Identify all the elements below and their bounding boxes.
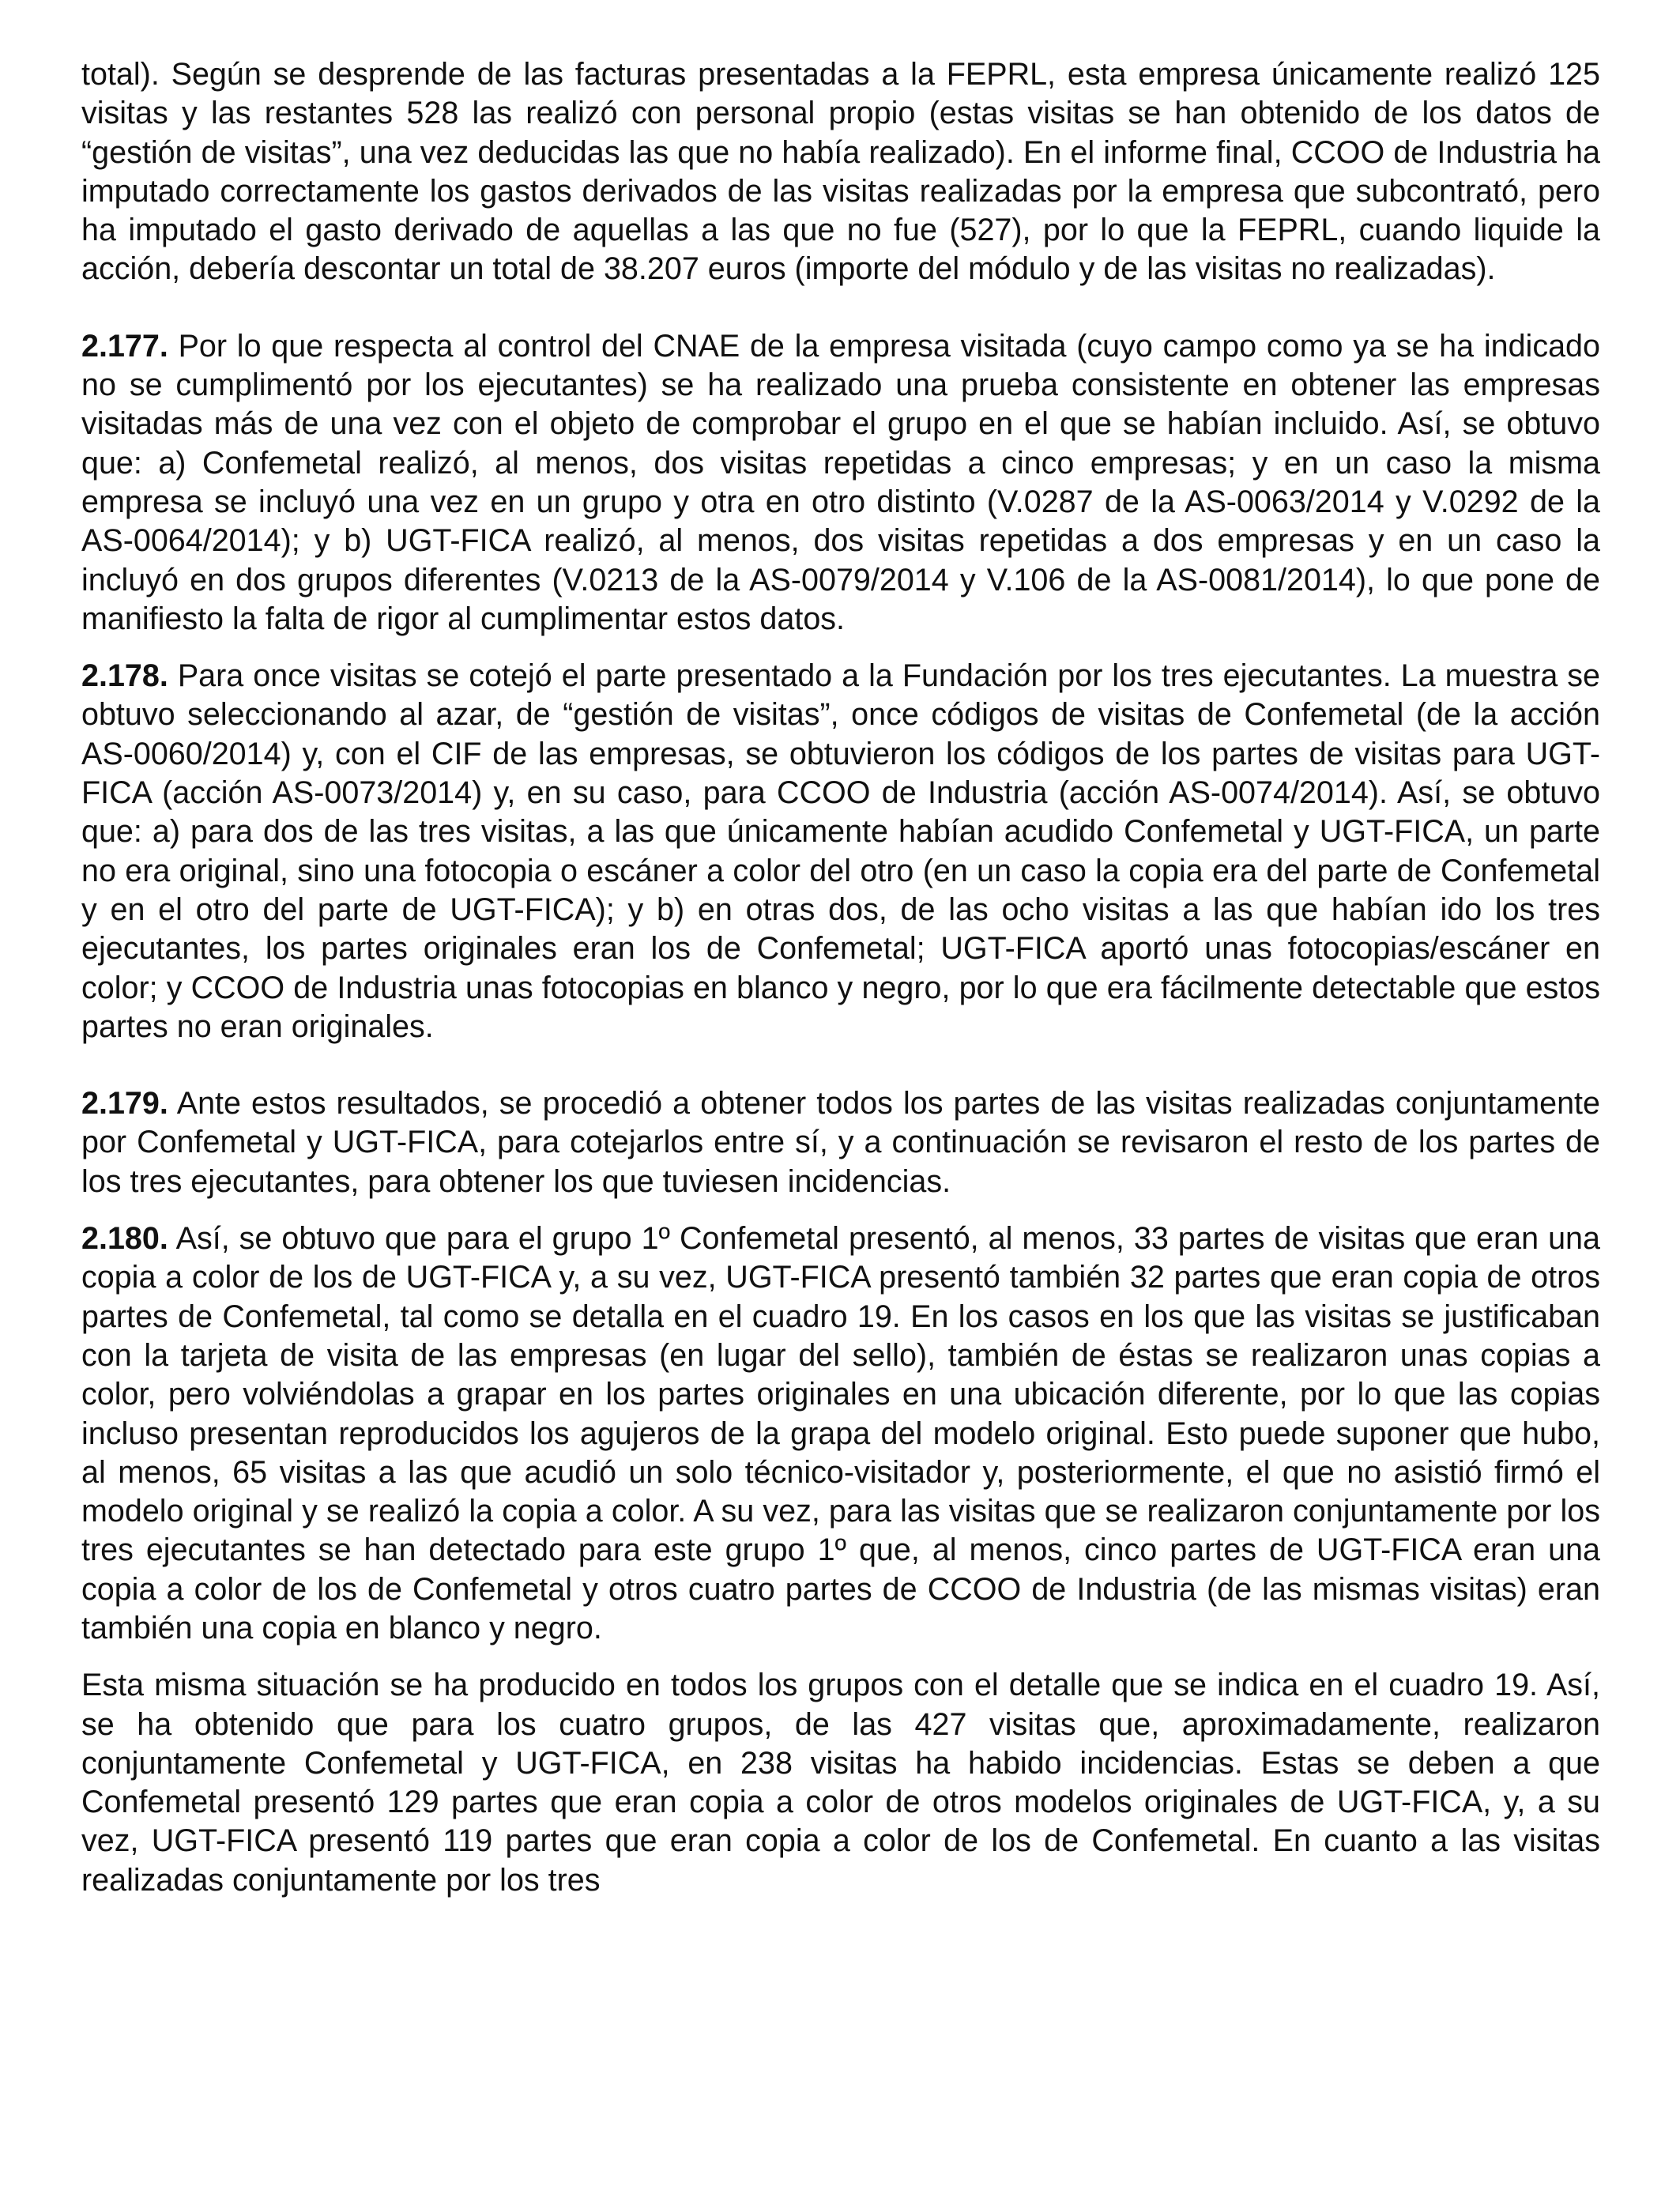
paragraph-text: Esta misma situación se ha producido en todos los grupos con el detalle que se indica en el cuadro 19. Así, se ha obtenido que para los cuatro grupos, de las 427 visitas que, aproximadamente, realizaron conjuntamente Confemetal y UGT-FICA, en 238 visitas ha habido incidencias. Estas se deben a que Confemetal presentó 129 partes que eran copia a color de otros modelos originales de UGT-FICA, y, a su vez, UGT-FICA presentó 119 partes que eran copia a color de los de Confemetal. En cuanto a las visitas realizadas conjuntamente por los tres xyxy=(81,1668,1600,1898)
paragraph-text: Así, se obtuvo que para el grupo 1º Confemetal presentó, al menos, 33 partes de visitas que eran una copia a color de los de UGT-FICA y, a su vez, UGT-FICA presentó también 32 partes que eran copia de otros partes de Confemetal, tal como se detalla en el cuadro 19. En los casos en los que las visitas se justificaban con la tarjeta de visita de las empresas (en lugar del sello), también de éstas se realizaron unas copias a color, pero volviéndolas a grapar en los partes originales en una ubicación diferente, por lo que las copias incluso presentan reproducidos los agujeros de la grapa del modelo original. Esto puede suponer que hubo, al menos, 65 visitas a las que acudió un solo técnico-visitador y, posteriormente, el que no asistió firmó el modelo original y se realizó la copia a color. A su vez, para las visitas que se realizaron conjuntamente por los tres ejecutantes se han detectado para este grupo 1º que, al menos, cinco partes de UGT-FICA eran una copia a color de los de Confemetal y otros cuatro partes de CCOO de Industria (de las mismas visitas) eran también una copia en blanco y negro. xyxy=(81,1221,1600,1646)
paragraph-final xyxy=(81,1666,1600,1900)
paragraph-2-177 xyxy=(81,327,1600,639)
paragraph-2-178 xyxy=(81,657,1600,1046)
paragraph-continuation xyxy=(81,55,1600,289)
document-page xyxy=(81,55,1600,1900)
paragraph-number: 2.179. xyxy=(81,1086,168,1122)
paragraph-text: Ante estos resultados, se procedió a obtener todos los partes de las visitas realizadas conjuntamente por Confemetal y UGT-FICA, para cotejarlos entre sí, y a continuación se revisaron el resto de los partes de los tres ejecutantes, para obtener los que tuviesen incidencias. xyxy=(81,1086,1600,1199)
paragraph-number: 2.180. xyxy=(81,1221,168,1257)
paragraph-number: 2.177. xyxy=(81,328,168,364)
paragraph-2-180 xyxy=(81,1220,1600,1648)
paragraph-text: Para once visitas se cotejó el parte presentado a la Fundación por los tres ejecutantes. La muestra se obtuvo seleccionando al azar, de “gestión de visitas”, once códigos de visitas de Confemetal (de la acción AS-0060/2014) y, con el CIF de las empresas, se obtuvieron los códigos de los partes de visitas para UGT-FICA (acción AS-0073/2014) y, en su caso, para CCOO de Industria (acción AS-0074/2014). Así, se obtuvo que: a) para dos de las tres visitas, a las que únicamente habían acudido Confemetal y UGT-FICA, un parte no era original, sino una fotocopia o escáner a color del otro (en un caso la copia era del parte de Confemetal y en el otro del parte de UGT-FICA); y b) en otras dos, de las ocho visitas a las que habían ido los tres ejecutantes, los partes originales eran los de Confemetal; UGT-FICA aportó unas fotocopias/escáner en color; y CCOO de Industria unas fotocopias en blanco y negro, por lo que era fácilmente detectable que estos partes no eran originales. xyxy=(81,658,1600,1044)
paragraph-number: 2.178. xyxy=(81,658,168,694)
paragraph-text: Por lo que respecta al control del CNAE de la empresa visitada (cuyo campo como ya se ha indicado no se cumplimentó por los ejecutantes) se ha realizado una prueba consistente en obtener las empresas visitadas más de una vez con el objeto de comprobar el grupo en el que se habían incluido. Así, se obtuvo que: a) Confemetal realizó, al menos, dos visitas repetidas a cinco empresas; y en un caso la misma empresa se incluyó una vez en un grupo y otra en otro distinto (V.0287 de la AS-0063/2014 y V.0292 de la AS-0064/2014); y b) UGT-FICA realizó, al menos, dos visitas repetidas a dos empresas y en un caso la incluyó en dos grupos diferentes (V.0213 de la AS-0079/2014 y V.106 de la AS-0081/2014), lo que pone de manifiesto la falta de rigor al cumplimentar estos datos. xyxy=(81,328,1600,636)
paragraph-2-179 xyxy=(81,1084,1600,1201)
paragraph-text: total). Según se desprende de las facturas presentadas a la FEPRL, esta empresa únicamente realizó 125 visitas y las restantes 528 las realizó con personal propio (estas visitas se han obtenido de los datos de “gestión de visitas”, una vez deducidas las que no había realizado). En el informe final, CCOO de Industria ha imputado correctamente los gastos derivados de las visitas realizadas por la empresa que subcontrató, pero ha imputado el gasto derivado de aquellas a las que no fue (527), por lo que la FEPRL, cuando liquide la acción, debería descontar un total de 38.207 euros (importe del módulo y de las visitas no realizadas). xyxy=(81,57,1600,287)
